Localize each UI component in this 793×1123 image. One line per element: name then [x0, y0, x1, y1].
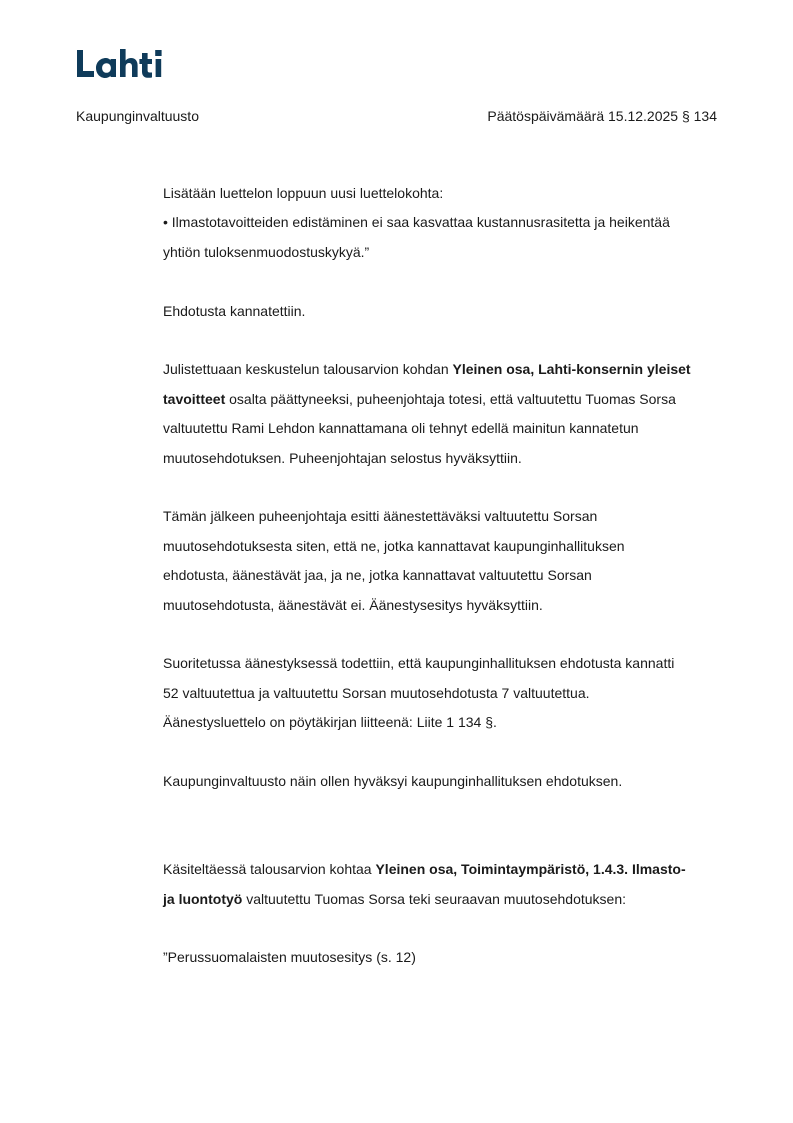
text-line: Tämän jälkeen puheenjohtaja esitti äänestettäväksi valtuutettu Sorsan — [163, 508, 598, 525]
text-line: Lisätään luettelon loppuun uusi luettelokohta: — [163, 185, 444, 201]
text-line: Äänestysluettelo on pöytäkirjan liitteenä: Liite 1 134 §. — [163, 714, 497, 731]
paragraph-add-item — [163, 179, 723, 267]
text-line: 52 valtuutettua ja valtuutettu Sorsan muutosehdotusta 7 valtuutettua. — [163, 684, 590, 701]
bold-section-title: Yleinen osa, Toimintaympäristö, 1.4.3. Ilmasto- — [375, 861, 686, 878]
text-line: yhtiön tuloksenmuodostuskykyä.” — [163, 243, 370, 260]
paragraph-seconded: Ehdotusta kannatettiin. — [163, 302, 306, 319]
paragraph-vote-proposal — [163, 502, 723, 620]
text-line: valtuutettu Rami Lehdon kannattamana oli tehnyt edellä mainitun kannatetun — [163, 420, 639, 437]
bold-section-title: Yleinen osa, Lahti-konsernin yleiset — [452, 361, 691, 378]
paragraph-decision: Kaupunginvaltuusto näin ollen hyväksyi kaupunginhallituksen ehdotuksen. — [163, 773, 623, 790]
header-decision-date: Päätöspäivämäärä 15.12.2025 § 134 — [487, 108, 717, 124]
paragraph-quote-start: ”Perussuomalaisten muutosesitys (s. 12) — [163, 949, 416, 966]
text-line: muutosehdotusta, äänestävät ei. Äänestysesitys hyväksyttiin. — [163, 596, 543, 613]
text-line: muutosehdotuksesta siten, että ne, jotka kannattavat kaupunginhallituksen — [163, 537, 625, 554]
paragraph-climate-proposal: Käsiteltäessä talousarvion kohtaa Yleinen osa, Toimintaympäristö, 1.4.3. Ilmasto- ja luontotyö valtuutettu Tuomas Sorsa teki seuraavan muutosehdotuksen: — [163, 861, 686, 907]
paragraph-vote-result — [163, 649, 723, 737]
text-line: Suoritetussa äänestyksessä todettiin, että kaupunginhallituksen ehdotusta kannatti — [163, 655, 675, 672]
text-line: muutosehdotuksen. Puheenjohtajan selostus hyväksyttiin. — [163, 449, 522, 466]
bold-section-title: tavoitteet — [163, 390, 226, 407]
header-organ: Kaupunginvaltuusto — [76, 108, 199, 124]
bold-section-title: ja luontotyö — [163, 890, 243, 907]
document-body — [163, 179, 723, 973]
text-line: ehdotusta, äänestävät jaa, ja ne, jotka kannattavat valtuutettu Sorsan — [163, 567, 592, 584]
lahti-logo — [76, 46, 168, 82]
lahti-logo-mark — [76, 46, 168, 82]
text-line: • Ilmastotavoitteiden edistäminen ei saa kasvattaa kustannusrasitetta ja heikentää — [163, 214, 670, 231]
paragraph-discussion-closed: Julistettuaan keskustelun talousarvion kohdan Yleinen osa, Lahti-konsernin yleiset tavoitteet osalta päättyneeksi, puheenjohtaja totesi, että valtuutettu Tuomas Sorsa valtuutettu Rami Lehdon kannattamana oli tehnyt edellä mainitun kannatetun muutosehdotuksen. Puheenjohtajan selostus hyväksyttiin. — [163, 361, 691, 466]
